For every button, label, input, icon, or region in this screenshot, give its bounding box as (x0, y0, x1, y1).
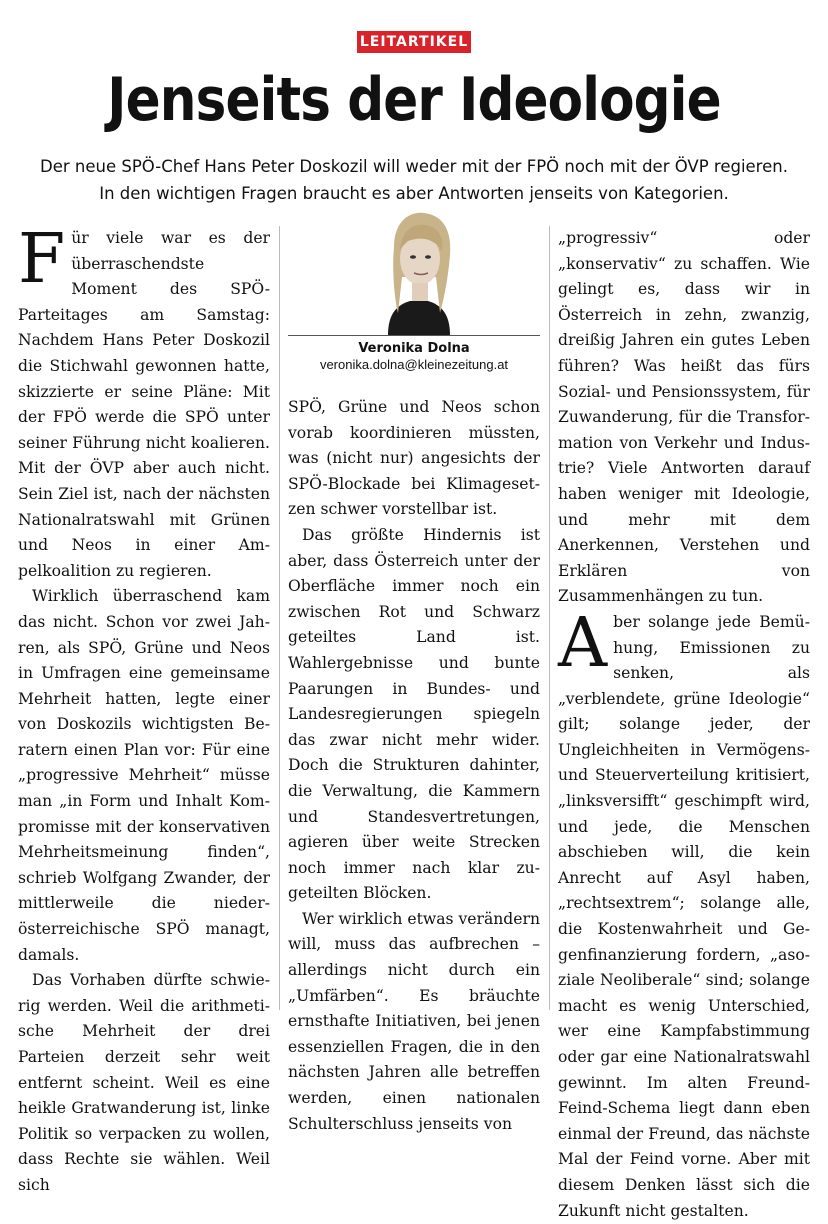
column-divider (279, 226, 280, 1010)
lead-text (20, 153, 808, 207)
photo-underline (288, 335, 540, 336)
paragraph: SPÖ, Grüne und Neos schon vorab koordinieren müssten, was (nicht nur) angesichts der SPÖ-Blockade bei Klimagesetzen schwer vorstellbar ist. (288, 398, 540, 519)
paragraph: „progressiv“ oder „konservativ“ zu schaffen. Wie gelingt es, dass wir in Österreich in zehn, zwanzig, dreißig Jahren ein gutes Leben führen? Was heißt das fürs Sozial- und Pensionssystem, für Zuwanderung, für die Transformation von Verkehr und Industrie? Viele Antworten darauf haben weniger mit Ideologie, und mehr mit dem Anerkennen, Verstehen und Erklären von Zusammenhängen zu tun. (558, 229, 810, 606)
lead-line-2: In den wichtigen Fragen braucht es aber Antworten jenseits von Kategorien. (99, 184, 729, 203)
section-kicker: LEITARTIKEL (357, 31, 471, 53)
author-portrait (344, 207, 494, 335)
dropcap: A (558, 603, 608, 683)
dropcap: F (18, 220, 66, 299)
column-2 (288, 395, 540, 1137)
paragraph: Wer wirklich etwas verändern will, muss das aufbrechen – allerdings nicht durch ein „Umfärben“. Es bräuchte ernsthafte Initiativen, bei jenen essenziellen Fragen, die in den nächsten Jahren alle betreffen werden, einen nationalen Schulterschluss jenseits von (288, 909, 540, 1133)
column-divider (549, 226, 550, 1010)
paragraph: Das Vorhaben dürfte schwierig werden. Weil die arithmetische Mehrheit der drei Parteien derzeit sehr weit entfernt scheint. Weil es eine heikle Gratwanderung ist, linke Politik so verpacken zu wollen, dass Rechte sie wählen. Weil sich (18, 971, 270, 1194)
paragraph: Wirklich überraschend kam das nicht. Schon vor zwei Jahren, als SPÖ, Grüne und Neos in Umfragen eine gemeinsame Mehrheit hatten, legte einer von Doskozils wichtigsten Beratern einen Plan vor: Für eine „progressive Mehrheit“ müsse man „in Form und Inhalt Kompromisse mit der konservativen Mehrheitsmeinung finden“, schrieb Wolfgang Zwander, der mittlerweile die niederösterreichische SPÖ managt, damals. (18, 587, 270, 964)
author-name: Veronika Dolna (358, 341, 470, 356)
paragraph-text: ür viele war es der überraschendste Moment des SPÖ-Parteitages am Samstag: Nachdem Hans Peter Doskozil die Stichwahl gewonnen hatte, skizzierte er seine Pläne: Mit der FPÖ werde die SPÖ unter seiner Führung nicht koalieren. Mit der ÖVP aber auch nicht. Sein Ziel ist, nach der nächsten Nationalratswahl mit Grünen und Neos in einer Ampelkoalition zu regieren. (18, 229, 270, 580)
column-1 (18, 220, 270, 1199)
lead-line-1: Der neue SPÖ-Chef Hans Peter Doskozil will weder mit der FPÖ noch mit der ÖVP regieren. (40, 157, 788, 176)
author-email[interactable]: veronika.dolna@kleinezeitung.at (319, 357, 509, 372)
paragraph (558, 603, 810, 1224)
paragraph-text: ber solange jede Bemühung, Emissionen zu senken, als „verblendete, grüne Ideologie“ gilt; solange jeder, der Ungleichheiten in Vermögens- und Steuerverteilung kritisiert, „linksversifft“ geschimpft wird, und jede, die Menschen abschieben will, die kein Anrecht auf Asyl haben, „rechtsextrem“; solange alle, die Kostenwahrheit und Gegenfinanzierung fordern, „asoziale Neoliberale“ sind; solange macht es wenig Unterschied, wer eine Kampfabstimmung oder gar eine Nationalratswahl gewinnt. Im alten Freund-Feind-Schema liegt dann eben einmal der Freund, das nächste Mal der Feind vorne. Aber mit diesem Denken lässt sich die Zukunft nicht gestalten. (558, 612, 810, 1220)
column-3 (558, 226, 810, 1224)
paragraph: Das größte Hindernis ist aber, dass Österreich unter der Oberfläche immer noch ein zwischen Rot und Schwarz geteiltes Land ist. Wahlergebnisse und bunte Paarungen in Bundes- und Landesregierungen spiegeln das zwar nicht mehr wider. Doch die Strukturen dahinter, die Verwaltung, die Kammern und Standesvertretungen, agieren über weite Strecken noch immer nach klar zugeteilten Blöcken. (288, 525, 540, 903)
paragraph (18, 220, 270, 584)
headline: Jenseits der Ideologie (107, 65, 721, 135)
